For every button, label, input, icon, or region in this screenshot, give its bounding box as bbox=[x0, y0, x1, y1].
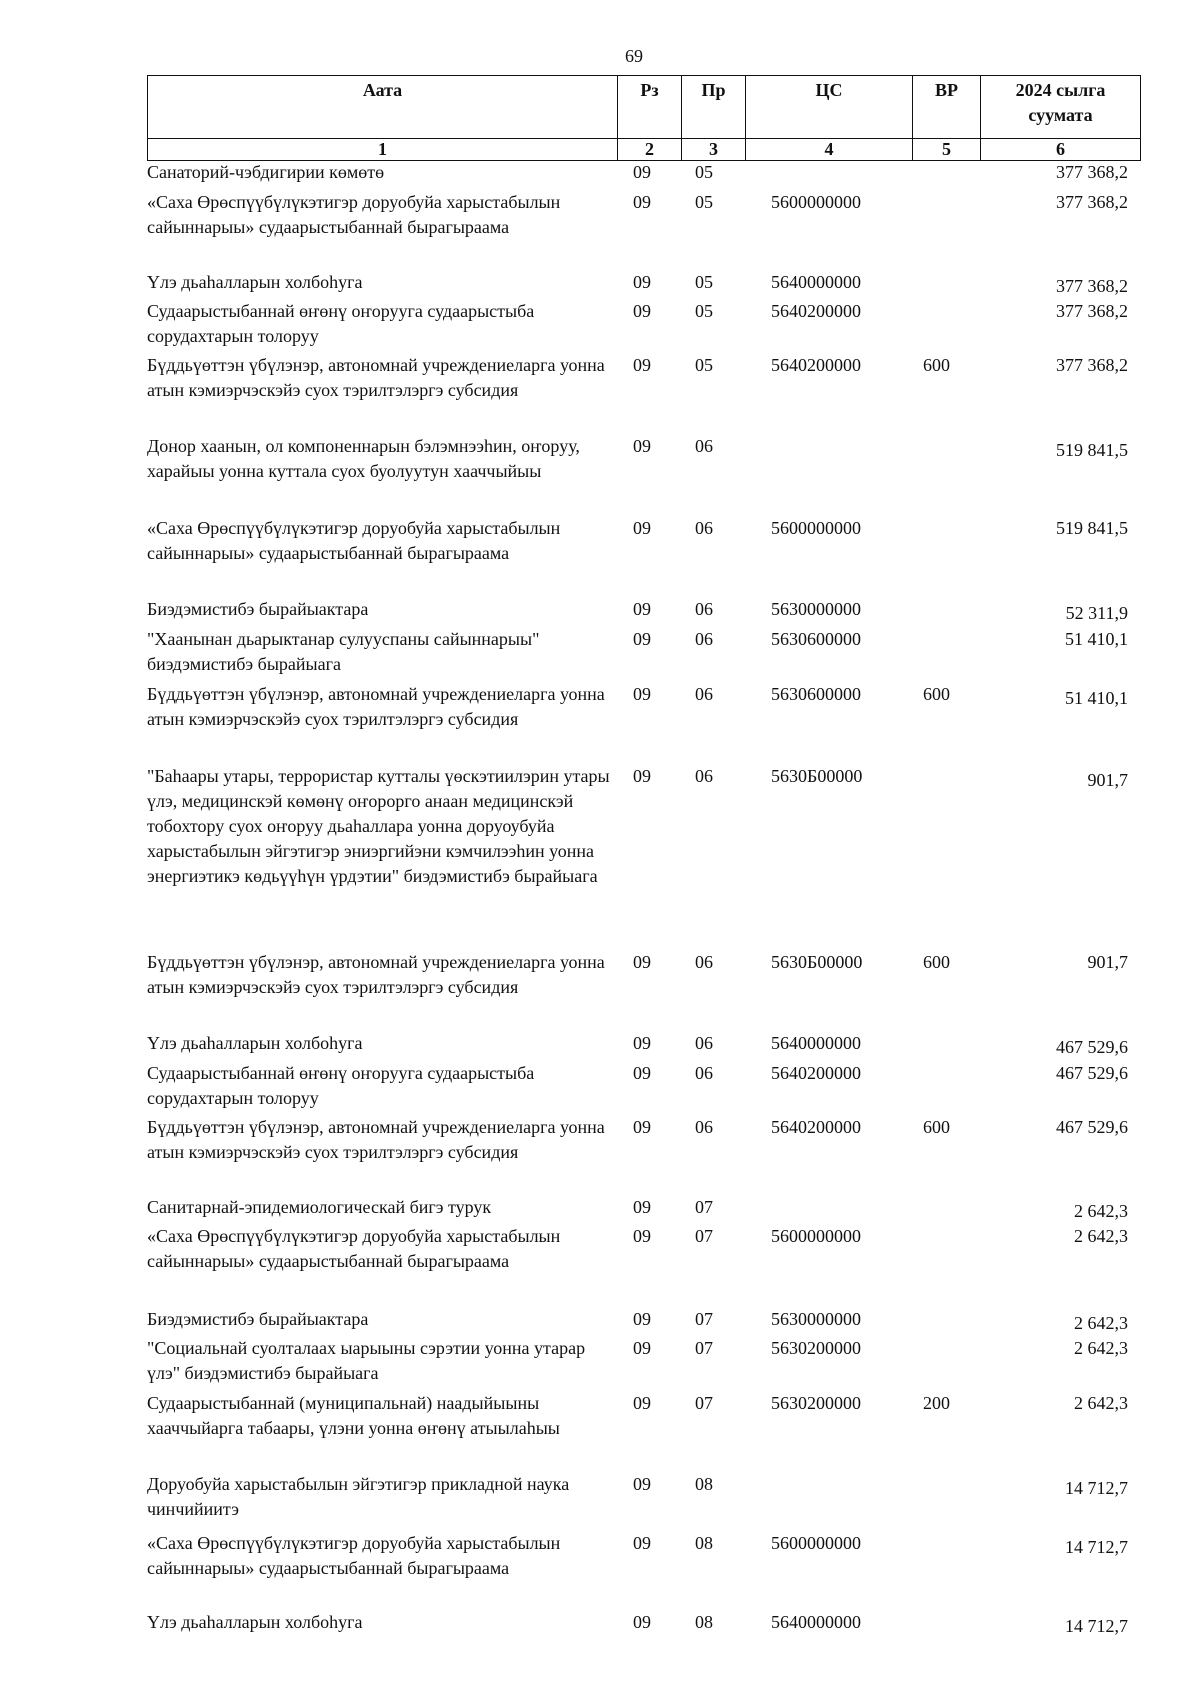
row-vr: 600 bbox=[923, 684, 950, 704]
row-pr: 06 bbox=[695, 1117, 713, 1137]
row-pr: 07 bbox=[695, 1393, 713, 1413]
row-rz: 09 bbox=[633, 1533, 651, 1553]
row-pr: 06 bbox=[695, 518, 713, 538]
row-sum: 467 529,6 bbox=[1056, 1117, 1128, 1137]
row-pr: 07 bbox=[695, 1338, 713, 1358]
row-rz: 09 bbox=[633, 436, 651, 456]
row-pr: 05 bbox=[695, 272, 713, 292]
header-sum: 2024 сылга суумата bbox=[981, 76, 1141, 139]
row-sum: 14 712,7 bbox=[1065, 1616, 1128, 1636]
header-num-6: 6 bbox=[981, 139, 1141, 161]
row-cs: 5630Б00000 bbox=[771, 766, 863, 786]
row-sum: 2 642,3 bbox=[1074, 1226, 1128, 1246]
row-cs: 5600000000 bbox=[771, 192, 861, 212]
header-num-3: 3 bbox=[682, 139, 746, 161]
row-name: «Саха Өрөспүүбүлүкэтигэр доруобуйа харыстабылын сайыннарыы» судаарыстыбаннай бырагыраама bbox=[147, 192, 561, 237]
row-sum: 51 410,1 bbox=[1065, 688, 1128, 708]
row-pr: 08 bbox=[695, 1533, 713, 1553]
row-pr: 05 bbox=[695, 301, 713, 321]
header-vr: ВР bbox=[913, 76, 981, 139]
row-cs: 5640000000 bbox=[771, 1612, 861, 1632]
row-name: Бүддьүөттэн үбүлэнэр, автономнай учреждениеларга уонна атын кэмиэрчэскэйэ суох тэрилтэлэргэ субсидия bbox=[147, 1117, 605, 1162]
row-vr: 600 bbox=[923, 952, 950, 972]
row-pr: 07 bbox=[695, 1226, 713, 1246]
page-number: 69 bbox=[625, 46, 643, 66]
row-pr: 05 bbox=[695, 355, 713, 375]
row-rz: 09 bbox=[633, 1226, 651, 1246]
row-sum: 377 368,2 bbox=[1056, 162, 1128, 182]
row-name: Үлэ дьаһалларын холбоһуга bbox=[147, 272, 363, 292]
row-pr: 05 bbox=[695, 192, 713, 212]
row-sum: 377 368,2 bbox=[1056, 192, 1128, 212]
row-sum: 519 841,5 bbox=[1056, 440, 1128, 460]
row-sum: 377 368,2 bbox=[1056, 355, 1128, 375]
row-cs: 5630000000 bbox=[771, 599, 861, 619]
header-num-5: 5 bbox=[913, 139, 981, 161]
row-name: Үлэ дьаһалларын холбоһуга bbox=[147, 1033, 363, 1053]
row-pr: 06 bbox=[695, 766, 713, 786]
row-rz: 09 bbox=[633, 684, 651, 704]
row-name: «Саха Өрөспүүбүлүкэтигэр доруобуйа харыстабылын сайыннарыы» судаарыстыбаннай бырагыраама bbox=[147, 1226, 561, 1271]
row-cs: 5640200000 bbox=[771, 1063, 861, 1083]
header-rz: Рз bbox=[618, 76, 682, 139]
header-pr: Пр bbox=[682, 76, 746, 139]
row-vr: 600 bbox=[923, 355, 950, 375]
row-cs: 5600000000 bbox=[771, 1226, 861, 1246]
row-rz: 09 bbox=[633, 1309, 651, 1329]
row-name: "Хаанынан дьарыктанар сулууспаны сайыннарыы" биэдэмистибэ бырайыага bbox=[147, 629, 540, 674]
row-sum: 2 642,3 bbox=[1074, 1338, 1128, 1358]
row-vr: 200 bbox=[923, 1393, 950, 1413]
row-sum: 377 368,2 bbox=[1056, 301, 1128, 321]
row-name: Үлэ дьаһалларын холбоһуга bbox=[147, 1612, 363, 1632]
row-cs: 5630600000 bbox=[771, 629, 861, 649]
row-name: «Саха Өрөспүүбүлүкэтигэр доруобуйа харыстабылын сайыннарыы» судаарыстыбаннай бырагыраама bbox=[147, 1533, 561, 1578]
row-cs: 5640200000 bbox=[771, 1117, 861, 1137]
row-rz: 09 bbox=[633, 1197, 651, 1217]
row-rz: 09 bbox=[633, 1033, 651, 1053]
row-sum: 2 642,3 bbox=[1074, 1201, 1128, 1221]
row-sum: 2 642,3 bbox=[1074, 1393, 1128, 1413]
row-rz: 09 bbox=[633, 766, 651, 786]
header-num-1: 1 bbox=[148, 139, 618, 161]
row-rz: 09 bbox=[633, 1612, 651, 1632]
row-sum: 14 712,7 bbox=[1065, 1537, 1128, 1557]
row-cs: 5640200000 bbox=[771, 301, 861, 321]
row-pr: 06 bbox=[695, 629, 713, 649]
row-name: Доруобуйа харыстабылын эйгэтигэр прикладной наука чинчийиитэ bbox=[147, 1474, 570, 1519]
row-name: Биэдэмистибэ бырайыактара bbox=[147, 1309, 369, 1329]
row-cs: 5630200000 bbox=[771, 1393, 861, 1413]
row-rz: 09 bbox=[633, 1063, 651, 1083]
row-name: Биэдэмистибэ бырайыактара bbox=[147, 599, 369, 619]
row-sum: 51 410,1 bbox=[1065, 629, 1128, 649]
row-pr: 06 bbox=[695, 952, 713, 972]
row-cs: 5630Б00000 bbox=[771, 952, 863, 972]
row-pr: 06 bbox=[695, 1063, 713, 1083]
row-name: Бүддьүөттэн үбүлэнэр, автономнай учреждениеларга уонна атын кэмиэрчэскэйэ суох тэрилтэлэргэ субсидия bbox=[147, 684, 605, 729]
row-cs: 5630000000 bbox=[771, 1309, 861, 1329]
row-pr: 05 bbox=[695, 162, 713, 182]
row-rz: 09 bbox=[633, 1393, 651, 1413]
row-cs: 5630600000 bbox=[771, 684, 861, 704]
row-rz: 09 bbox=[633, 272, 651, 292]
header-name: Аата bbox=[148, 76, 618, 139]
row-sum: 52 311,9 bbox=[1065, 603, 1128, 623]
row-rz: 09 bbox=[633, 355, 651, 375]
row-pr: 08 bbox=[695, 1474, 713, 1494]
row-rz: 09 bbox=[633, 629, 651, 649]
row-name: «Саха Өрөспүүбүлүкэтигэр доруобуйа харыстабылын сайыннарыы» судаарыстыбаннай бырагыраама bbox=[147, 518, 561, 563]
row-name: "Баһаары утары, террористар кутталы үөскэтиилэрин утары үлэ, медицинскэй көмөнү оҥорорго анаан медицинскэй тобохтору суох оҥоруу дьаһаллара уонна доруоубуйа харыстабылын эйгэтигэр эниэргийэни кэмчилээһин уонна энергиэтикэ көдьүүһүн үрдэтии" биэдэмистибэ бырайыага bbox=[147, 766, 610, 886]
row-cs: 5640000000 bbox=[771, 1033, 861, 1053]
header-num-4: 4 bbox=[746, 139, 913, 161]
row-rz: 09 bbox=[633, 162, 651, 182]
row-vr: 600 bbox=[923, 1117, 950, 1137]
row-name: Судаарыстыбаннай өҥөнү оҥорууга судаарыстыба сорудахтарын толоруу bbox=[147, 301, 535, 346]
row-sum: 519 841,5 bbox=[1056, 518, 1128, 538]
row-name: Судаарыстыбаннай (муниципальнай) наадыйыыны хааччыйарга табаары, үлэни уонна өҥөнү атыылаһыы bbox=[147, 1393, 560, 1438]
row-sum: 2 642,3 bbox=[1074, 1313, 1128, 1333]
row-sum: 467 529,6 bbox=[1056, 1037, 1128, 1057]
row-cs: 5630200000 bbox=[771, 1338, 861, 1358]
row-rz: 09 bbox=[633, 1117, 651, 1137]
row-sum: 467 529,6 bbox=[1056, 1063, 1128, 1083]
row-cs: 5640000000 bbox=[771, 272, 861, 292]
row-rz: 09 bbox=[633, 1338, 651, 1358]
row-name: Бүддьүөттэн үбүлэнэр, автономнай учреждениеларга уонна атын кэмиэрчэскэйэ суох тэрилтэлэргэ субсидия bbox=[147, 952, 605, 997]
row-name: Судаарыстыбаннай өҥөнү оҥорууга судаарыстыба сорудахтарын толоруу bbox=[147, 1063, 535, 1108]
row-pr: 06 bbox=[695, 1033, 713, 1053]
header-num-2: 2 bbox=[618, 139, 682, 161]
row-cs: 5600000000 bbox=[771, 518, 861, 538]
row-pr: 06 bbox=[695, 599, 713, 619]
row-name: Бүддьүөттэн үбүлэнэр, автономнай учреждениеларга уонна атын кэмиэрчэскэйэ суох тэрилтэлэргэ субсидия bbox=[147, 355, 605, 400]
row-name: "Социальнай суолталаах ыарыыны сэрэтии уонна утарар үлэ" биэдэмистибэ бырайыага bbox=[147, 1338, 586, 1383]
row-pr: 07 bbox=[695, 1197, 713, 1217]
row-pr: 06 bbox=[695, 684, 713, 704]
row-sum: 377 368,2 bbox=[1056, 276, 1128, 296]
row-name: Санаторий-чэбдигирии көмөтө bbox=[147, 162, 385, 182]
row-rz: 09 bbox=[633, 518, 651, 538]
row-sum: 901,7 bbox=[1087, 770, 1128, 790]
header-cs: ЦС bbox=[746, 76, 913, 139]
row-pr: 06 bbox=[695, 436, 713, 456]
row-rz: 09 bbox=[633, 192, 651, 212]
row-pr: 08 bbox=[695, 1612, 713, 1632]
row-sum: 901,7 bbox=[1087, 952, 1128, 972]
row-cs: 5600000000 bbox=[771, 1533, 861, 1553]
row-sum: 14 712,7 bbox=[1065, 1478, 1128, 1498]
row-rz: 09 bbox=[633, 1474, 651, 1494]
row-rz: 09 bbox=[633, 952, 651, 972]
row-name: Санитарнай-эпидемиологическай бигэ турук bbox=[147, 1197, 492, 1217]
row-rz: 09 bbox=[633, 301, 651, 321]
row-pr: 07 bbox=[695, 1309, 713, 1329]
row-name: Донор хаанын, ол компоненнарын бэлэмнээһин, оҥоруу, харайыы уонна куттала суох буолуутун хааччыйыы bbox=[147, 436, 580, 481]
row-rz: 09 bbox=[633, 599, 651, 619]
row-cs: 5640200000 bbox=[771, 355, 861, 375]
